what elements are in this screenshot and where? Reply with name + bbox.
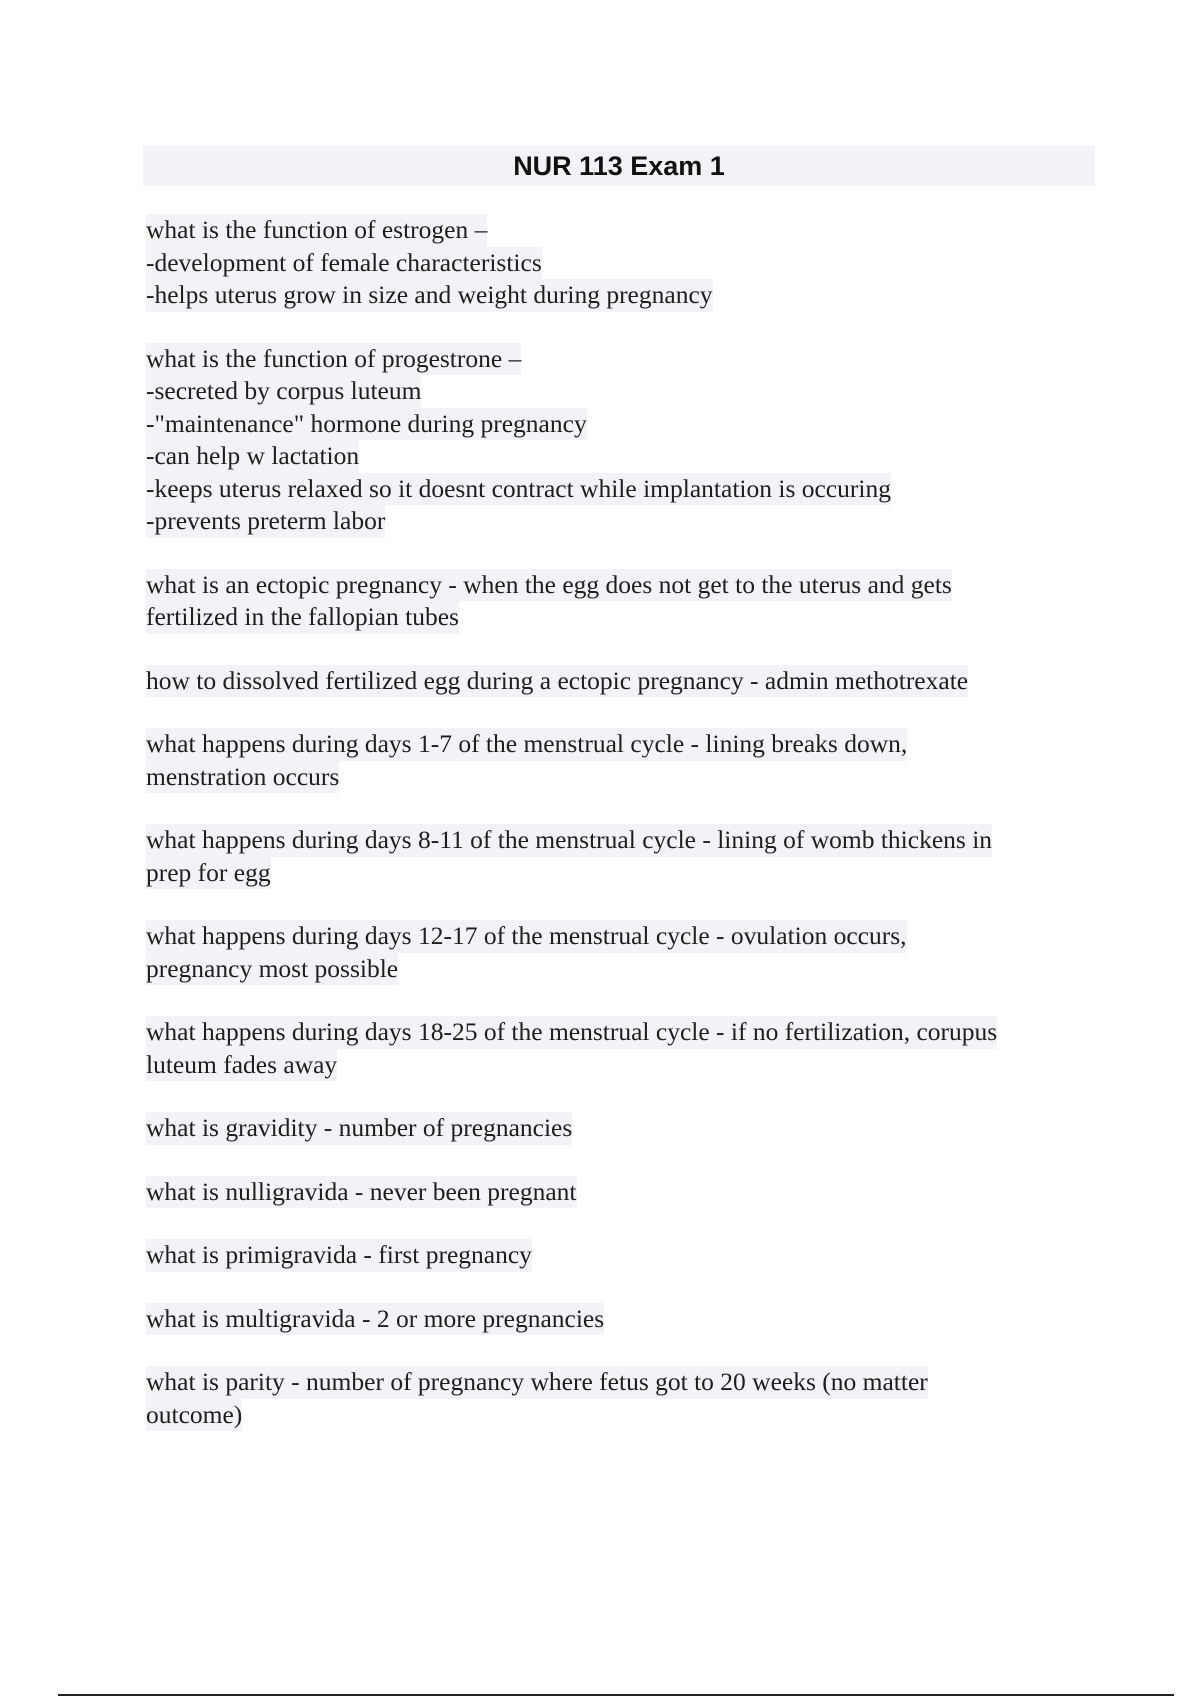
flashcard-entry	[146, 920, 1096, 985]
flashcard-answer-line: outcome)	[146, 1399, 242, 1432]
flashcard-question: what is gravidity - number of pregnancies	[146, 1112, 572, 1145]
flashcard-question: what is the function of estrogen –	[146, 214, 487, 247]
flashcard-question: what happens during days 12-17 of the menstrual cycle - ovulation occurs,	[146, 920, 907, 953]
flashcard-entry	[146, 1016, 1096, 1081]
flashcard-answer-line: prep for egg	[146, 857, 271, 890]
flashcard-answer-line: menstration occurs	[146, 761, 339, 794]
flashcard-answer-line: -prevents preterm labor	[146, 505, 385, 538]
flashcard-question: what is multigravida - 2 or more pregnancies	[146, 1303, 604, 1336]
flashcard-answer-line: -keeps uterus relaxed so it doesnt contract while implantation is occuring	[146, 473, 891, 506]
flashcard-question: how to dissolved fertilized egg during a ectopic pregnancy - admin methotrexate	[146, 665, 968, 698]
flashcard-answer-line: -secreted by corpus luteum	[146, 375, 421, 408]
flashcard-question: what is nulligravida - never been pregnant	[146, 1176, 577, 1209]
title-bar	[143, 146, 1095, 186]
flashcard-entry	[146, 824, 1096, 889]
page-title: NUR 113 Exam 1	[513, 150, 725, 181]
flashcard-entry	[146, 665, 1096, 698]
flashcard-entry	[146, 1239, 1096, 1272]
flashcard-entry	[146, 343, 1096, 538]
flashcard-answer-line: fertilized in the fallopian tubes	[146, 601, 459, 634]
flashcard-question: what is parity - number of pregnancy where fetus got to 20 weeks (no matter	[146, 1366, 928, 1399]
flashcard-entry	[146, 1303, 1096, 1336]
flashcard-entry	[146, 569, 1096, 634]
flashcard-question: what happens during days 1-7 of the menstrual cycle - lining breaks down,	[146, 728, 907, 761]
flashcard-entry	[146, 1112, 1096, 1145]
flashcard-answer-line: -"maintenance" hormone during pregnancy	[146, 408, 587, 441]
flashcard-question: what happens during days 8-11 of the menstrual cycle - lining of womb thickens in	[146, 824, 992, 857]
flashcard-entry	[146, 1366, 1096, 1431]
bottom-divider	[58, 1694, 1174, 1696]
flashcard-answer-line: -can help w lactation	[146, 440, 359, 473]
flashcard-entry	[146, 728, 1096, 793]
flashcard-question: what is an ectopic pregnancy - when the egg does not get to the uterus and gets	[146, 569, 952, 602]
document-content	[146, 214, 1096, 1462]
flashcard-question: what is the function of progestrone –	[146, 343, 521, 376]
flashcard-answer-line: pregnancy most possible	[146, 953, 398, 986]
flashcard-answer-line: -helps uterus grow in size and weight during pregnancy	[146, 279, 713, 312]
flashcard-answer-line: luteum fades away	[146, 1049, 337, 1082]
flashcard-question: what happens during days 18-25 of the menstrual cycle - if no fertilization, corupus	[146, 1016, 997, 1049]
flashcard-entry	[146, 214, 1096, 312]
flashcard-entry	[146, 1176, 1096, 1209]
flashcard-answer-line: -development of female characteristics	[146, 247, 542, 280]
flashcard-question: what is primigravida - first pregnancy	[146, 1239, 532, 1272]
